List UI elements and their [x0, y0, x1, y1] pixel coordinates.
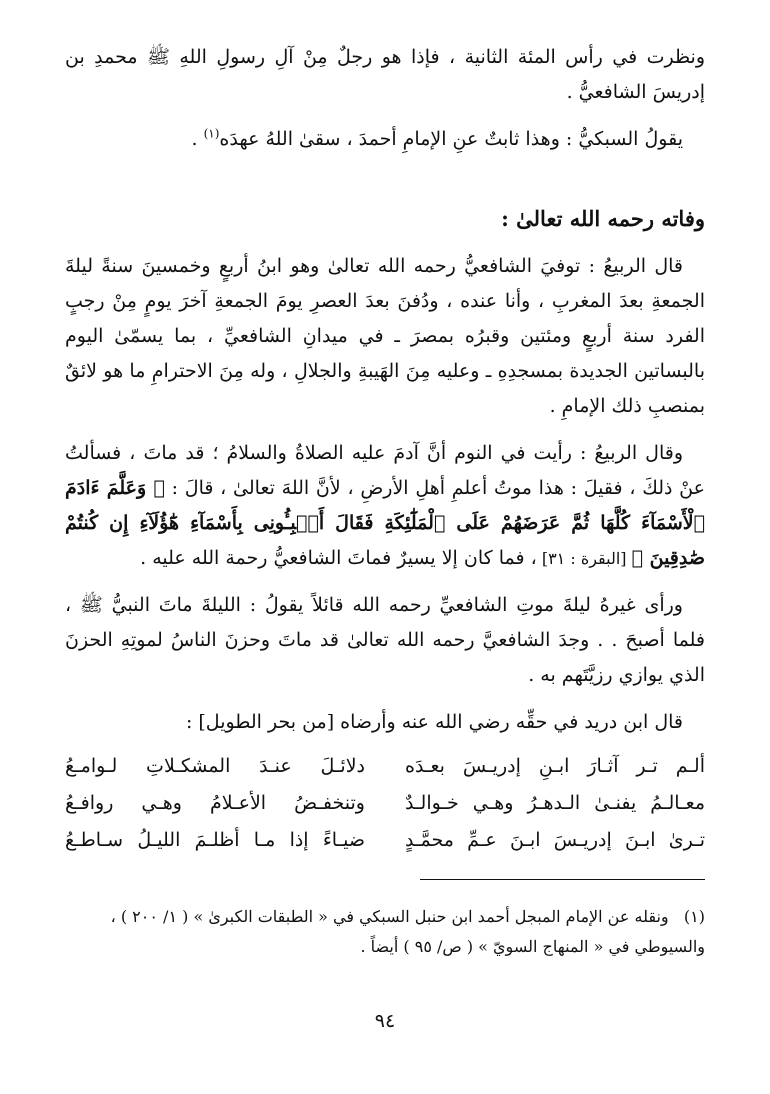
- footnote-text: ونقله عن الإمام المبجل أحمد ابن حنبل السبكي في « الطبقات الكبرىٰ » ( ١/ ٢٠٠ ) ، والسيوطي في « المنهاج السويّ » ( ص/ ٩٥ ) أيضاً .: [110, 907, 705, 956]
- poem: [65, 748, 705, 859]
- verse-second-half: وتنخفـضُ الأعـلامُ وهـي روافـعُ: [65, 792, 365, 814]
- poem-verse: [65, 748, 705, 785]
- poem-verse: [65, 822, 705, 859]
- dream-end: ، فما كان إلا يسيرٌ فماتَ الشافعيُّ رحمة الله عليه .: [140, 547, 537, 569]
- verse-first-half: تـرىٰ ابـنَ إدريـسَ ابـنَ عـمِّ محمَّـدٍ: [405, 829, 705, 851]
- verse-first-half: ألـم تـر آثـارَ ابـنِ إدريـسَ بعـدَه: [405, 755, 705, 777]
- dream-text: وقال الربيعُ : رأيت في النوم أنَّ آدمَ عليه الصلاةُ والسلامُ ؛ قد ماتَ ، فسألتُ عنْ ذلكَ ، فقيلَ : هذا موتُ أعلمِ أهلِ الأرضِ ، لأنَّ اللهَ تعالىٰ ، قالَ :: [65, 442, 705, 499]
- subki-end: .: [191, 128, 204, 150]
- section-heading-death: وفاته رحمه الله تعالىٰ :: [501, 206, 705, 231]
- paragraph-subki-quote: [65, 122, 705, 157]
- quran-reference: [البقرة : ٣١]: [536, 549, 632, 568]
- verse-second-half: ضيـاءً إذا مـا أظلـمَ الليـلُ سـاطـعُ: [65, 829, 365, 851]
- paragraph-other-dream: ورأى غيرهُ ليلةَ موتِ الشافعيِّ رحمه الله قائلاً يقولُ : الليلةَ ماتَ النبيُّ ﷺ ، فلما أصبحَ . . وجدَ الشافعيَّ رحمه الله تعالىٰ قد ماتَ وحزنَ الناسُ لموتِهِ الحزنَ الذي يوازي رزيَّتَهم به .: [65, 594, 705, 686]
- verse-first-half: معـالـمُ يفنـىٰ الـدهـرُ وهـي خـوالـدٌ: [405, 792, 705, 814]
- paragraph-rabi-dream: [65, 436, 705, 576]
- footnote-marker: (١): [203, 126, 220, 141]
- subki-text: يقولُ السبكيُّ : وهذا ثابتٌ عنِ الإمامِ أحمدَ ، سقىٰ اللهُ عهدَه: [219, 128, 683, 150]
- page-number: ٩٤: [374, 1010, 396, 1032]
- poem-verse: [65, 785, 705, 822]
- footnote-divider: [420, 879, 705, 880]
- verse-second-half: دلائـلَ عنـدَ المشكـلاتِ لـوامـعُ: [65, 755, 365, 777]
- footnote: [65, 902, 705, 962]
- paragraph-rabi-death: قال الربيعُ : توفيَ الشافعيُّ رحمه الله تعالىٰ وهو ابنُ أربعٍ وخمسينَ سنةً ليلةَ الجمعةِ بعدَ المغربِ ، وأنا عنده ، ودُفنَ بعدَ العصرِ يومَ الجمعةِ آخرَ يومٍ مِنْ رجبٍ الفرد سنة أربعٍ ومئتين وقبرُه بمصرَ ـ في ميدانِ الشافعيِّ ، بما يسمّىٰ اليوم بالبساتين الجديدة بمسجدِهِ ـ وعليه مِنَ الهَيبةِ والجلالِ ، وله مِنَ الاحترامِ ما هو لائقٌ بمنصبِ ذلك الإمامِ .: [65, 255, 705, 417]
- paragraph-second-century: ونظرت في رأس المئة الثانية ، فإذا هو رجلٌ مِنْ آلِ رسولِ اللهِ ﷺ محمدِ بن إدريسَ الشافعيُّ .: [65, 46, 705, 103]
- footnote-number: (١): [683, 907, 705, 926]
- paragraph-ibn-durayd: قال ابن دريد في حقِّه رضي الله عنه وأرضاه [من بحر الطويل] :: [185, 711, 683, 733]
- quran-verse: ﴿ وَعَلَّمَ ءَادَمَ ٱلْأَسْمَآءَ كُلَّهَا ثُمَّ عَرَضَهُمْ عَلَى ٱلْمَلَٰٓئِكَةِ فَقَالَ أَنۢبِـُٔونِى بِأَسْمَآءِ هَٰٓؤُلَآءِ إِن كُنتُمْ صَٰدِقِينَ ﴾: [65, 477, 705, 569]
